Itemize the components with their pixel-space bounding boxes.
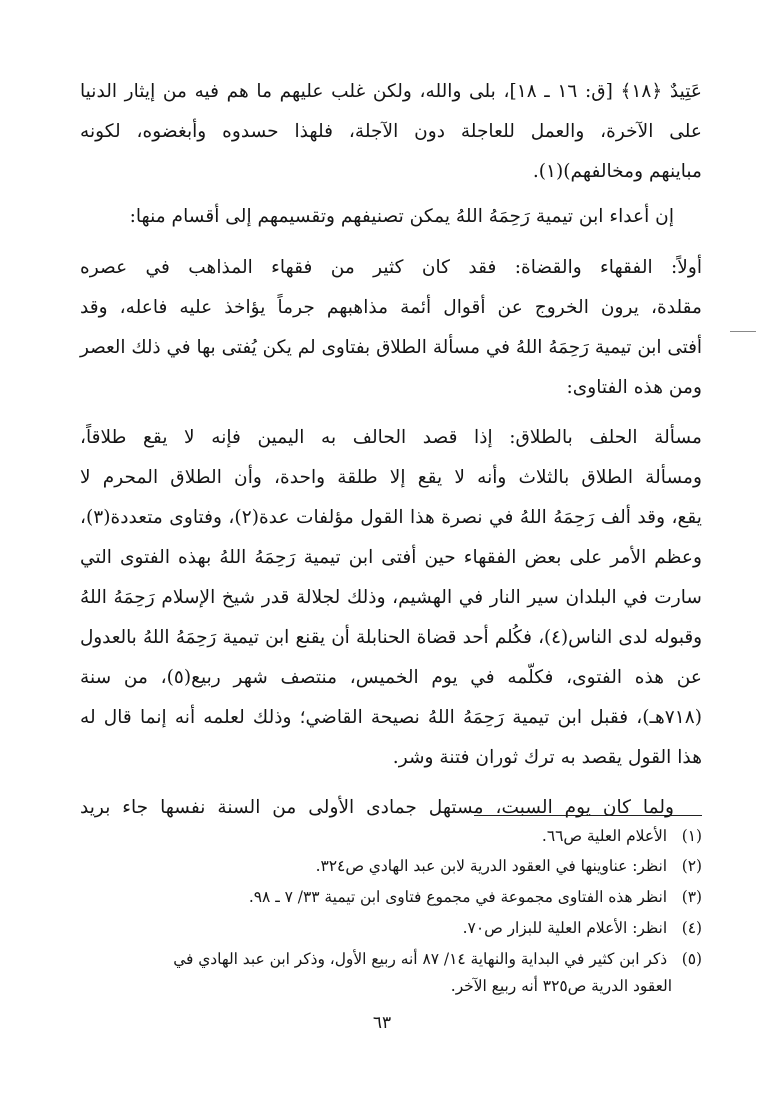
- footnote-number: (٥): [681, 950, 702, 968]
- body-line: أفتى ابن تيمية رَحِمَهُ اللهُ في مسألة الطلاق بفتاوى لم يكن يُفتى بها في ذلك العصر: [80, 337, 702, 358]
- body-line: ولما كان يوم السبت، مستهل جمادى الأولى من السنة نفسها جاء بريد: [80, 797, 674, 818]
- footnote-text: انظر: الأعلام العلية للبزار ص٧٠.: [462, 919, 668, 937]
- footnote-item: [80, 822, 702, 850]
- footnote-text: ذكر ابن كثير في البداية والنهاية ١٤/ ٨٧ أنه ربيع الأول، وذكر ابن عبد الهادي في: [173, 950, 668, 968]
- footnote-item: [80, 852, 702, 880]
- footnote-item: [80, 883, 702, 911]
- body-line: وقبوله لدى الناس(٤)، فكُلم أحد قضاة الحنابلة أن يقنع ابن تيمية رَحِمَهُ اللهُ بالعدول: [80, 627, 702, 648]
- footnote-number: (٤): [681, 919, 702, 937]
- body-line: مباينهم ومخالفهم)(١).: [532, 161, 702, 182]
- body-line: ومسألة الطلاق بالثلاث وأنه لا يقع إلا طلقة واحدة، وأن الطلاق المحرم لا: [80, 467, 702, 488]
- body-line: عن هذه الفتوى، فكلّمه في يوم الخميس، منتصف شهر ربيع(٥)، من سنة: [80, 667, 702, 688]
- footnote-item: [80, 914, 702, 942]
- footnote-text: الأعلام العلية ص٦٦.: [541, 827, 668, 845]
- body-line: وعظم الأمر على بعض الفقهاء حين أفتى ابن تيمية رَحِمَهُ اللهُ بهذه الفتوى التي: [80, 547, 702, 568]
- footnote-number: (٣): [681, 888, 702, 906]
- footnote-number: (٢): [681, 857, 702, 875]
- body-line: سارت في البلدان سير النار في الهشيم، وذلك لجلالة قدر شيخ الإسلام رَحِمَهُ اللهُ: [80, 587, 702, 608]
- footnote-separator: [474, 815, 702, 816]
- body-line: (٧١٨هـ)، فقبل ابن تيمية رَحِمَهُ اللهُ نصيحة القاضي؛ وذلك لعلمه أنه إنما قال له: [80, 707, 702, 728]
- footnote-item: [80, 945, 702, 973]
- margin-mark: [730, 331, 756, 332]
- footnote-text: انظر هذه الفتاوى مجموعة في مجموع فتاوى ابن تيمية ٣٣/ ٧ ـ ٩٨.: [248, 888, 668, 906]
- body-line: يقع، وقد ألف رَحِمَهُ اللهُ في نصرة هذا القول مؤلفات عدة(٢)، وفتاوى متعددة(٣)،: [80, 507, 702, 528]
- page-number: ٦٣: [372, 1013, 392, 1033]
- footnote-text: انظر: عناوينها في العقود الدرية لابن عبد الهادي ص٣٢٤.: [315, 857, 668, 875]
- body-line: ومن هذه الفتاوى:: [566, 377, 702, 398]
- footnote-continuation: العقود الدرية ص٣٢٥ أنه ربيع الآخر.: [450, 977, 672, 995]
- body-line: مقلدة، يرون الخروج عن أقوال أئمة مذاهبهم جرماً يؤاخذ عليه فاعله، وقد: [80, 297, 702, 318]
- footnote-number: (١): [681, 827, 702, 845]
- body-line: هذا القول يقصد به ترك ثوران فتنة وشر.: [392, 747, 702, 768]
- body-line: على الآخرة، والعمل للعاجلة دون الآجلة، فلهذا حسدوه وأبغضوه، لكونه: [80, 121, 702, 142]
- body-line: مسألة الحلف بالطلاق: إذا قصد الحالف به اليمين فإنه لا يقع طلاقاً،: [80, 427, 702, 448]
- body-line: إن أعداء ابن تيمية رَحِمَهُ اللهُ يمكن تصنيفهم وتقسيمهم إلى أقسام منها:: [129, 206, 674, 227]
- section-heading-line: أولاً: الفقهاء والقضاة: فقد كان كثير من فقهاء المذاهب في عصره: [80, 257, 702, 278]
- body-line: عَتِيدٌ ﴿١٨﴾ [ق: ١٦ ـ ١٨]، بلى والله، ولكن غلب عليهم ما هم فيه من إيثار الدنيا: [80, 81, 702, 102]
